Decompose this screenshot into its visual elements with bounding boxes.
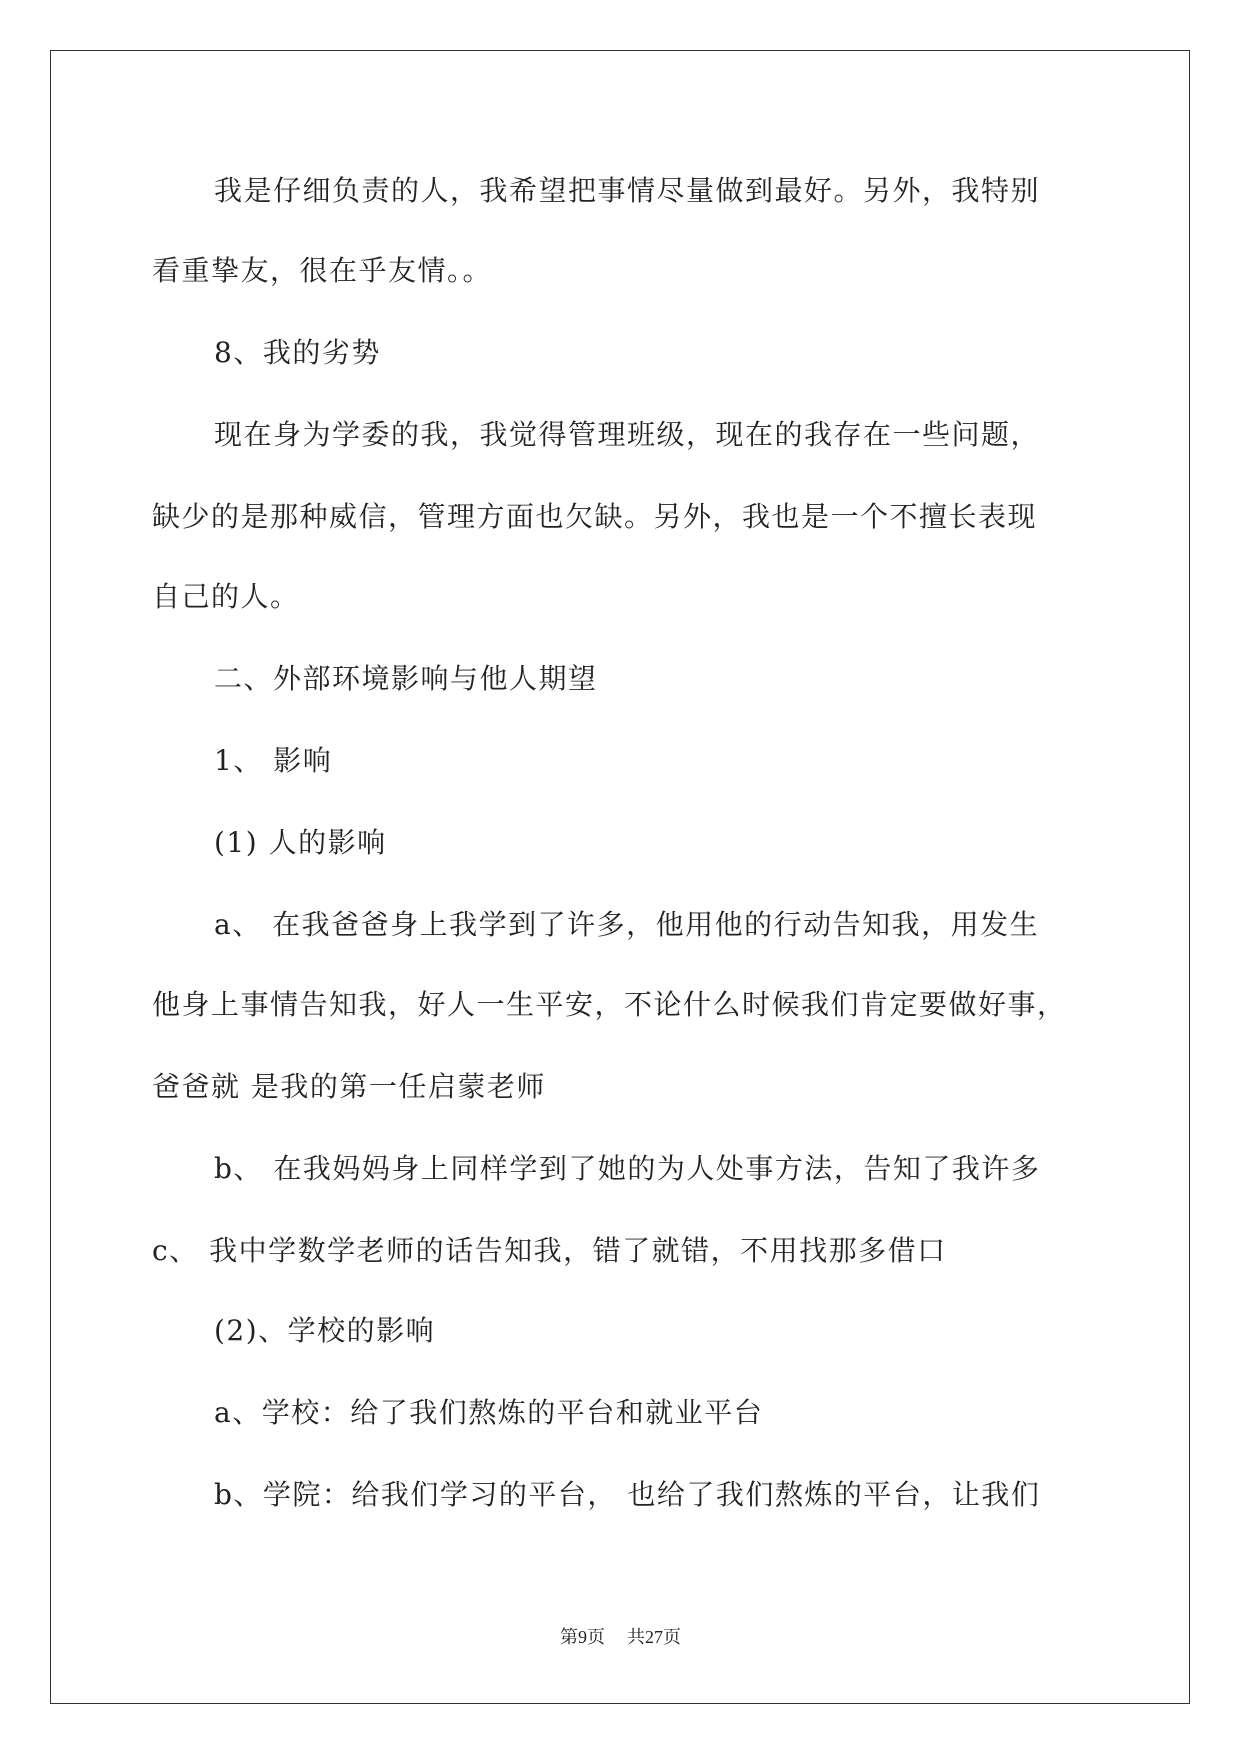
text-line-16: a、学校：给了我们熬炼的平台和就业平台 [214,1396,764,1429]
footer-total-prefix: 共 [627,1627,645,1648]
text-line-10: a、 在我爸爸身上我学到了许多，他用他的行动告知我，用发生 [214,908,1040,941]
subheading-school-influence: (2)、学校的影响 [214,1314,436,1347]
text-line-4: 现在身为学委的我，我觉得管理班级，现在的我存在一些问题， [214,418,1041,451]
text-line-2: 看重挚友，很在乎友情。。 [152,254,493,287]
text-line-1: 我是仔细负责的人，我希望把事情尽量做到最好。另外，我特别 [214,174,1041,207]
section-heading-weakness: 8、我的劣势 [214,336,381,369]
subheading-people-influence: (1) 人的影响 [214,826,387,859]
text-line-17: b、学院：给我们学习的平台， 也给了我们熬炼的平台，让我们 [214,1478,1041,1511]
text-line-12: 爸爸就 是我的第一任启蒙老师 [152,1070,546,1103]
footer-total-unit: 页 [663,1627,681,1648]
text-line-6: 自己的人。 [152,580,300,613]
page-border [50,50,1190,1704]
text-line-5: 缺少的是那种威信，管理方面也欠缺。另外，我也是一个不擅长表现 [152,500,1038,533]
text-line-13: b、 在我妈妈身上同样学到了她的为人处事方法，告知了我许多 [214,1152,1041,1185]
footer-page-number: 9 [578,1627,587,1647]
page-footer [0,1626,1241,1649]
footer-prefix: 第 [560,1627,578,1648]
footer-total-pages: 27 [645,1627,663,1647]
section-heading-external: 二、外部环境影响与他人期望 [214,662,598,695]
text-line-11: 他身上事情告知我，好人一生平安，不论什么时候我们肯定要做好事， [152,988,1067,1021]
subheading-influence: 1、 影响 [214,744,333,777]
footer-page-unit: 页 [587,1627,605,1648]
text-line-14: c、 我中学数学老师的话告知我，错了就错，不用找那多借口 [152,1234,947,1267]
